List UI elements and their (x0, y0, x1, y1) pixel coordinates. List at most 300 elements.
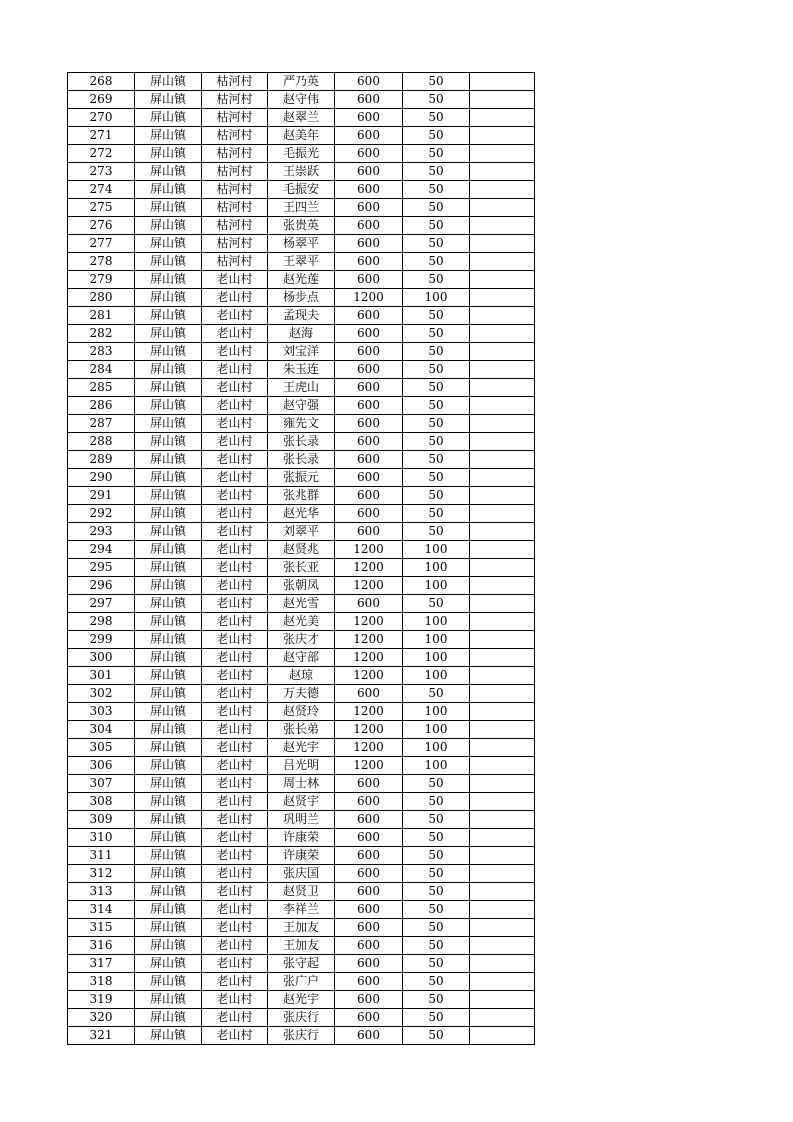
village-cell: 老山村 (202, 649, 268, 667)
row-number-cell: 285 (68, 379, 135, 397)
amount-cell: 1200 (335, 739, 403, 757)
village-cell: 老山村 (202, 307, 268, 325)
village-cell: 枯河村 (202, 145, 268, 163)
name-cell: 赵海 (268, 325, 335, 343)
name-cell: 王加友 (268, 937, 335, 955)
note-cell (470, 307, 535, 325)
subsidy-cell: 50 (403, 811, 470, 829)
name-cell: 王翠平 (268, 253, 335, 271)
village-cell: 老山村 (202, 1009, 268, 1027)
town-cell: 屏山镇 (135, 343, 202, 361)
town-cell: 屏山镇 (135, 487, 202, 505)
note-cell (470, 793, 535, 811)
amount-cell: 1200 (335, 289, 403, 307)
row-number-cell: 297 (68, 595, 135, 613)
amount-cell: 600 (335, 253, 403, 271)
subsidy-cell: 100 (403, 721, 470, 739)
town-cell: 屏山镇 (135, 559, 202, 577)
subsidy-cell: 50 (403, 469, 470, 487)
name-cell: 张振元 (268, 469, 335, 487)
row-number-cell: 299 (68, 631, 135, 649)
table-row (68, 415, 535, 433)
row-number-cell: 301 (68, 667, 135, 685)
row-number-cell: 278 (68, 253, 135, 271)
table-row (68, 487, 535, 505)
village-cell: 老山村 (202, 433, 268, 451)
name-cell: 巩明兰 (268, 811, 335, 829)
amount-cell: 600 (335, 973, 403, 991)
row-number-cell: 312 (68, 865, 135, 883)
note-cell (470, 919, 535, 937)
subsidy-cell: 50 (403, 163, 470, 181)
village-cell: 老山村 (202, 919, 268, 937)
village-cell: 枯河村 (202, 127, 268, 145)
name-cell: 许康荣 (268, 829, 335, 847)
row-number-cell: 306 (68, 757, 135, 775)
note-cell (470, 559, 535, 577)
name-cell: 孟现夫 (268, 307, 335, 325)
amount-cell: 600 (335, 181, 403, 199)
name-cell: 赵守部 (268, 649, 335, 667)
subsidy-cell: 100 (403, 739, 470, 757)
subsidy-cell: 50 (403, 73, 470, 91)
name-cell: 赵光雪 (268, 595, 335, 613)
amount-cell: 600 (335, 1009, 403, 1027)
name-cell: 张广户 (268, 973, 335, 991)
town-cell: 屏山镇 (135, 199, 202, 217)
village-cell: 老山村 (202, 973, 268, 991)
subsidy-cell: 100 (403, 757, 470, 775)
name-cell: 王加友 (268, 919, 335, 937)
row-number-cell: 300 (68, 649, 135, 667)
note-cell (470, 1009, 535, 1027)
note-cell (470, 955, 535, 973)
table-row (68, 271, 535, 289)
table-row (68, 325, 535, 343)
amount-cell: 1200 (335, 703, 403, 721)
note-cell (470, 685, 535, 703)
note-cell (470, 91, 535, 109)
amount-cell: 600 (335, 775, 403, 793)
village-cell: 老山村 (202, 595, 268, 613)
subsidy-cell: 50 (403, 181, 470, 199)
row-number-cell: 273 (68, 163, 135, 181)
village-cell: 老山村 (202, 775, 268, 793)
note-cell (470, 343, 535, 361)
town-cell: 屏山镇 (135, 577, 202, 595)
amount-cell: 600 (335, 991, 403, 1009)
row-number-cell: 272 (68, 145, 135, 163)
amount-cell: 600 (335, 325, 403, 343)
subsidy-cell: 50 (403, 397, 470, 415)
row-number-cell: 308 (68, 793, 135, 811)
table-row (68, 667, 535, 685)
note-cell (470, 235, 535, 253)
subsidy-cell: 50 (403, 793, 470, 811)
subsidy-cell: 50 (403, 145, 470, 163)
town-cell: 屏山镇 (135, 307, 202, 325)
note-cell (470, 631, 535, 649)
subsidy-cell: 50 (403, 973, 470, 991)
town-cell: 屏山镇 (135, 649, 202, 667)
note-cell (470, 217, 535, 235)
row-number-cell: 275 (68, 199, 135, 217)
village-cell: 老山村 (202, 289, 268, 307)
amount-cell: 1200 (335, 541, 403, 559)
town-cell: 屏山镇 (135, 451, 202, 469)
amount-cell: 600 (335, 883, 403, 901)
note-cell (470, 181, 535, 199)
table-row (68, 937, 535, 955)
row-number-cell: 311 (68, 847, 135, 865)
subsidy-cell: 50 (403, 307, 470, 325)
subsidy-cell: 100 (403, 541, 470, 559)
table-row (68, 631, 535, 649)
name-cell: 王崇跃 (268, 163, 335, 181)
table-row (68, 361, 535, 379)
row-number-cell: 289 (68, 451, 135, 469)
note-cell (470, 361, 535, 379)
village-cell: 老山村 (202, 829, 268, 847)
town-cell: 屏山镇 (135, 865, 202, 883)
amount-cell: 600 (335, 379, 403, 397)
village-cell: 老山村 (202, 901, 268, 919)
village-cell: 老山村 (202, 397, 268, 415)
subsidy-cell: 50 (403, 325, 470, 343)
town-cell: 屏山镇 (135, 613, 202, 631)
village-cell: 老山村 (202, 271, 268, 289)
table-row (68, 739, 535, 757)
amount-cell: 1200 (335, 721, 403, 739)
town-cell: 屏山镇 (135, 739, 202, 757)
amount-cell: 1200 (335, 577, 403, 595)
village-cell: 老山村 (202, 487, 268, 505)
village-cell: 老山村 (202, 577, 268, 595)
name-cell: 张长录 (268, 451, 335, 469)
table-row (68, 919, 535, 937)
village-cell: 老山村 (202, 739, 268, 757)
village-cell: 老山村 (202, 379, 268, 397)
town-cell: 屏山镇 (135, 811, 202, 829)
row-number-cell: 291 (68, 487, 135, 505)
amount-cell: 600 (335, 163, 403, 181)
name-cell: 张贵英 (268, 217, 335, 235)
table-row (68, 721, 535, 739)
row-number-cell: 303 (68, 703, 135, 721)
subsidy-cell: 50 (403, 217, 470, 235)
amount-cell: 1200 (335, 667, 403, 685)
subsidy-cell: 100 (403, 577, 470, 595)
village-cell: 老山村 (202, 1027, 268, 1045)
amount-cell: 1200 (335, 559, 403, 577)
table-row (68, 523, 535, 541)
village-cell: 老山村 (202, 865, 268, 883)
town-cell: 屏山镇 (135, 271, 202, 289)
subsidy-cell: 50 (403, 775, 470, 793)
subsidy-cell: 100 (403, 667, 470, 685)
village-cell: 老山村 (202, 937, 268, 955)
name-cell: 赵贤玲 (268, 703, 335, 721)
village-cell: 老山村 (202, 631, 268, 649)
table-row (68, 577, 535, 595)
name-cell: 张长弟 (268, 721, 335, 739)
village-cell: 老山村 (202, 721, 268, 739)
table-row (68, 307, 535, 325)
town-cell: 屏山镇 (135, 595, 202, 613)
name-cell: 毛振安 (268, 181, 335, 199)
town-cell: 屏山镇 (135, 379, 202, 397)
subsidy-cell: 50 (403, 343, 470, 361)
row-number-cell: 307 (68, 775, 135, 793)
table-row (68, 811, 535, 829)
name-cell: 赵贤卫 (268, 883, 335, 901)
village-cell: 老山村 (202, 505, 268, 523)
town-cell: 屏山镇 (135, 1009, 202, 1027)
name-cell: 李祥兰 (268, 901, 335, 919)
subsidy-cell: 50 (403, 847, 470, 865)
town-cell: 屏山镇 (135, 847, 202, 865)
amount-cell: 600 (335, 955, 403, 973)
town-cell: 屏山镇 (135, 415, 202, 433)
village-cell: 老山村 (202, 883, 268, 901)
note-cell (470, 649, 535, 667)
row-number-cell: 288 (68, 433, 135, 451)
row-number-cell: 280 (68, 289, 135, 307)
table-row (68, 289, 535, 307)
amount-cell: 600 (335, 145, 403, 163)
name-cell: 赵守强 (268, 397, 335, 415)
note-cell (470, 577, 535, 595)
town-cell: 屏山镇 (135, 991, 202, 1009)
village-cell: 枯河村 (202, 73, 268, 91)
note-cell (470, 397, 535, 415)
table-row (68, 505, 535, 523)
subsidy-cell: 50 (403, 991, 470, 1009)
subsidy-cell: 50 (403, 271, 470, 289)
name-cell: 赵美年 (268, 127, 335, 145)
amount-cell: 600 (335, 109, 403, 127)
subsidy-cell: 50 (403, 235, 470, 253)
note-cell (470, 937, 535, 955)
amount-cell: 600 (335, 217, 403, 235)
row-number-cell: 279 (68, 271, 135, 289)
town-cell: 屏山镇 (135, 253, 202, 271)
note-cell (470, 991, 535, 1009)
town-cell: 屏山镇 (135, 91, 202, 109)
amount-cell: 600 (335, 271, 403, 289)
row-number-cell: 277 (68, 235, 135, 253)
amount-cell: 1200 (335, 649, 403, 667)
town-cell: 屏山镇 (135, 541, 202, 559)
name-cell: 赵光莲 (268, 271, 335, 289)
village-cell: 枯河村 (202, 109, 268, 127)
amount-cell: 600 (335, 199, 403, 217)
note-cell (470, 721, 535, 739)
table-row (68, 559, 535, 577)
amount-cell: 600 (335, 433, 403, 451)
name-cell: 赵贤兆 (268, 541, 335, 559)
row-number-cell: 274 (68, 181, 135, 199)
table-row (68, 91, 535, 109)
subsidy-cell: 50 (403, 199, 470, 217)
row-number-cell: 271 (68, 127, 135, 145)
village-cell: 枯河村 (202, 181, 268, 199)
row-number-cell: 290 (68, 469, 135, 487)
name-cell: 张长亚 (268, 559, 335, 577)
amount-cell: 600 (335, 415, 403, 433)
subsidy-cell: 50 (403, 523, 470, 541)
name-cell: 杨翠平 (268, 235, 335, 253)
town-cell: 屏山镇 (135, 505, 202, 523)
subsidy-cell: 50 (403, 595, 470, 613)
name-cell: 严乃英 (268, 73, 335, 91)
village-cell: 老山村 (202, 613, 268, 631)
table-row (68, 757, 535, 775)
note-cell (470, 199, 535, 217)
amount-cell: 600 (335, 469, 403, 487)
table-row (68, 217, 535, 235)
subsidy-cell: 50 (403, 1009, 470, 1027)
subsidy-cell: 50 (403, 829, 470, 847)
data-table (67, 72, 535, 1045)
row-number-cell: 283 (68, 343, 135, 361)
note-cell (470, 757, 535, 775)
row-number-cell: 292 (68, 505, 135, 523)
name-cell: 朱玉连 (268, 361, 335, 379)
row-number-cell: 282 (68, 325, 135, 343)
village-cell: 老山村 (202, 523, 268, 541)
row-number-cell: 269 (68, 91, 135, 109)
name-cell: 张朝凤 (268, 577, 335, 595)
town-cell: 屏山镇 (135, 325, 202, 343)
name-cell: 赵贤宇 (268, 793, 335, 811)
note-cell (470, 613, 535, 631)
table-row (68, 649, 535, 667)
subsidy-cell: 50 (403, 505, 470, 523)
amount-cell: 600 (335, 901, 403, 919)
town-cell: 屏山镇 (135, 127, 202, 145)
town-cell: 屏山镇 (135, 937, 202, 955)
village-cell: 老山村 (202, 811, 268, 829)
village-cell: 老山村 (202, 757, 268, 775)
table-row (68, 127, 535, 145)
subsidy-cell: 50 (403, 865, 470, 883)
name-cell: 张庆国 (268, 865, 335, 883)
note-cell (470, 847, 535, 865)
village-cell: 枯河村 (202, 253, 268, 271)
amount-cell: 600 (335, 487, 403, 505)
table-row (68, 199, 535, 217)
table-row (68, 1027, 535, 1045)
amount-cell: 600 (335, 235, 403, 253)
table-row (68, 865, 535, 883)
table-row (68, 379, 535, 397)
town-cell: 屏山镇 (135, 1027, 202, 1045)
town-cell: 屏山镇 (135, 631, 202, 649)
village-cell: 老山村 (202, 559, 268, 577)
note-cell (470, 253, 535, 271)
subsidy-cell: 50 (403, 451, 470, 469)
row-number-cell: 313 (68, 883, 135, 901)
amount-cell: 600 (335, 523, 403, 541)
amount-cell: 1200 (335, 631, 403, 649)
name-cell: 张守起 (268, 955, 335, 973)
name-cell: 毛振光 (268, 145, 335, 163)
name-cell: 赵琼 (268, 667, 335, 685)
subsidy-cell: 50 (403, 487, 470, 505)
town-cell: 屏山镇 (135, 361, 202, 379)
row-number-cell: 316 (68, 937, 135, 955)
note-cell (470, 127, 535, 145)
row-number-cell: 298 (68, 613, 135, 631)
row-number-cell: 305 (68, 739, 135, 757)
table-row (68, 181, 535, 199)
subsidy-cell: 50 (403, 883, 470, 901)
name-cell: 赵翠兰 (268, 109, 335, 127)
name-cell: 王虎山 (268, 379, 335, 397)
village-cell: 老山村 (202, 469, 268, 487)
name-cell: 赵光宇 (268, 991, 335, 1009)
subsidy-cell: 50 (403, 685, 470, 703)
amount-cell: 600 (335, 685, 403, 703)
subsidy-cell: 50 (403, 901, 470, 919)
table-row (68, 253, 535, 271)
name-cell: 万夫德 (268, 685, 335, 703)
row-number-cell: 276 (68, 217, 135, 235)
village-cell: 老山村 (202, 955, 268, 973)
table-row (68, 973, 535, 991)
subsidy-cell: 100 (403, 631, 470, 649)
village-cell: 枯河村 (202, 199, 268, 217)
name-cell: 许康荣 (268, 847, 335, 865)
village-cell: 老山村 (202, 451, 268, 469)
amount-cell: 600 (335, 451, 403, 469)
amount-cell: 600 (335, 595, 403, 613)
subsidy-cell: 50 (403, 937, 470, 955)
note-cell (470, 739, 535, 757)
table-row (68, 343, 535, 361)
town-cell: 屏山镇 (135, 163, 202, 181)
table-row (68, 541, 535, 559)
note-cell (470, 595, 535, 613)
table-row (68, 793, 535, 811)
table-row (68, 433, 535, 451)
table-row (68, 883, 535, 901)
name-cell: 周士林 (268, 775, 335, 793)
subsidy-cell: 100 (403, 703, 470, 721)
amount-cell: 600 (335, 919, 403, 937)
note-cell (470, 433, 535, 451)
amount-cell: 600 (335, 793, 403, 811)
town-cell: 屏山镇 (135, 217, 202, 235)
town-cell: 屏山镇 (135, 703, 202, 721)
subsidy-cell: 50 (403, 127, 470, 145)
note-cell (470, 829, 535, 847)
note-cell (470, 1027, 535, 1045)
note-cell (470, 469, 535, 487)
table-row (68, 145, 535, 163)
row-number-cell: 315 (68, 919, 135, 937)
town-cell: 屏山镇 (135, 73, 202, 91)
name-cell: 赵光华 (268, 505, 335, 523)
town-cell: 屏山镇 (135, 289, 202, 307)
table-row (68, 901, 535, 919)
town-cell: 屏山镇 (135, 469, 202, 487)
name-cell: 吕光明 (268, 757, 335, 775)
town-cell: 屏山镇 (135, 721, 202, 739)
row-number-cell: 284 (68, 361, 135, 379)
amount-cell: 1200 (335, 613, 403, 631)
